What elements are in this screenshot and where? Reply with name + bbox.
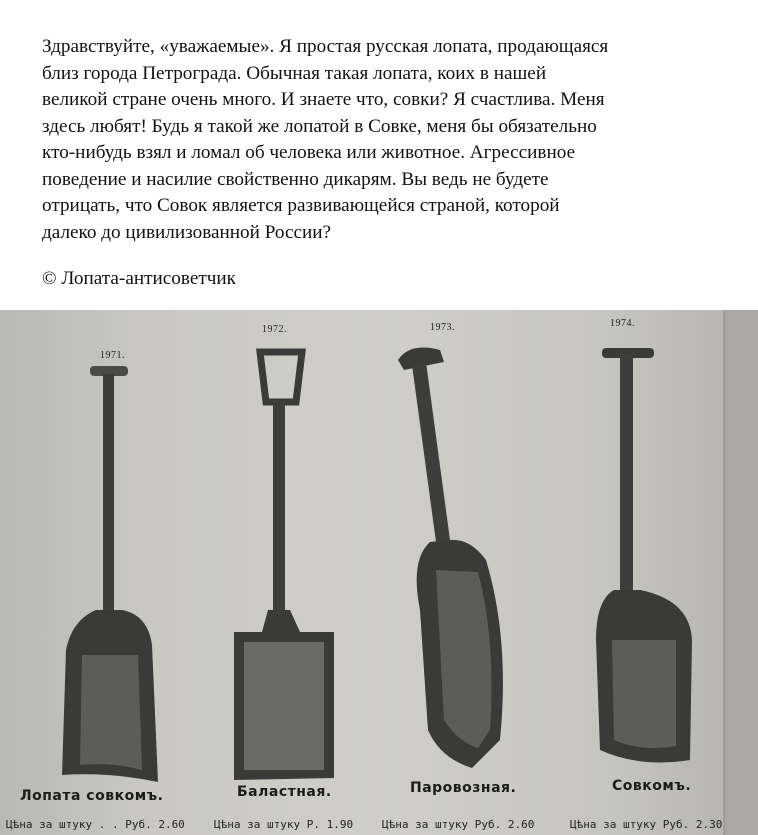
caption-line: кто-нибудь взял и ломал об человека или животное. Агрессивное bbox=[42, 142, 576, 163]
caption-line: отрицать, что Совок является развивающейся страной, которой bbox=[42, 195, 560, 216]
item-name: Совкомъ. bbox=[612, 778, 692, 794]
item-name: Лопата совкомъ. bbox=[20, 788, 164, 804]
catalog-photo bbox=[0, 310, 758, 835]
item-name: Паровозная. bbox=[410, 780, 517, 796]
item-number: 1971. bbox=[100, 350, 125, 361]
item-price: Цѣна за штуку Руб. 2.30 bbox=[570, 818, 723, 831]
caption-line: далеко до цивилизованной России? bbox=[42, 221, 332, 243]
item-name: Баластная. bbox=[237, 784, 332, 800]
caption-text bbox=[42, 34, 722, 293]
shovel-1974-icon bbox=[596, 348, 692, 762]
signature: © Лопата-антисоветчик bbox=[42, 268, 236, 289]
caption-line: Здравствуйте, «уважаемые». Я простая русская лопата, продающаяся bbox=[42, 36, 609, 57]
shovels-illustration bbox=[0, 310, 758, 835]
caption-line: великой стране очень много. И знаете что, совки? Я счастлива. Меня bbox=[42, 89, 605, 110]
shovel-1972-icon bbox=[234, 352, 334, 780]
caption-line: поведение и насилие свойственно дикарям. Вы ведь не будете bbox=[42, 168, 549, 190]
page-edge bbox=[724, 310, 758, 835]
shovel-1973-icon bbox=[398, 348, 503, 768]
item-number: 1972. bbox=[262, 324, 287, 335]
caption-line: здесь любят! Будь я такой же лопатой в Совке, меня бы обязательно bbox=[42, 115, 597, 137]
item-price: Цѣна за штуку . . Руб. 2.60 bbox=[6, 818, 185, 831]
shovel-1971-icon bbox=[62, 366, 158, 782]
item-price: Цѣна за штуку Руб. 2.60 bbox=[382, 818, 535, 831]
item-price: Цѣна за штуку Р. 1.90 bbox=[214, 818, 354, 831]
item-number: 1973. bbox=[430, 322, 455, 333]
item-number: 1974. bbox=[610, 318, 635, 329]
caption-line: близ города Петрограда. Обычная такая лопата, коих в нашей bbox=[42, 62, 547, 84]
